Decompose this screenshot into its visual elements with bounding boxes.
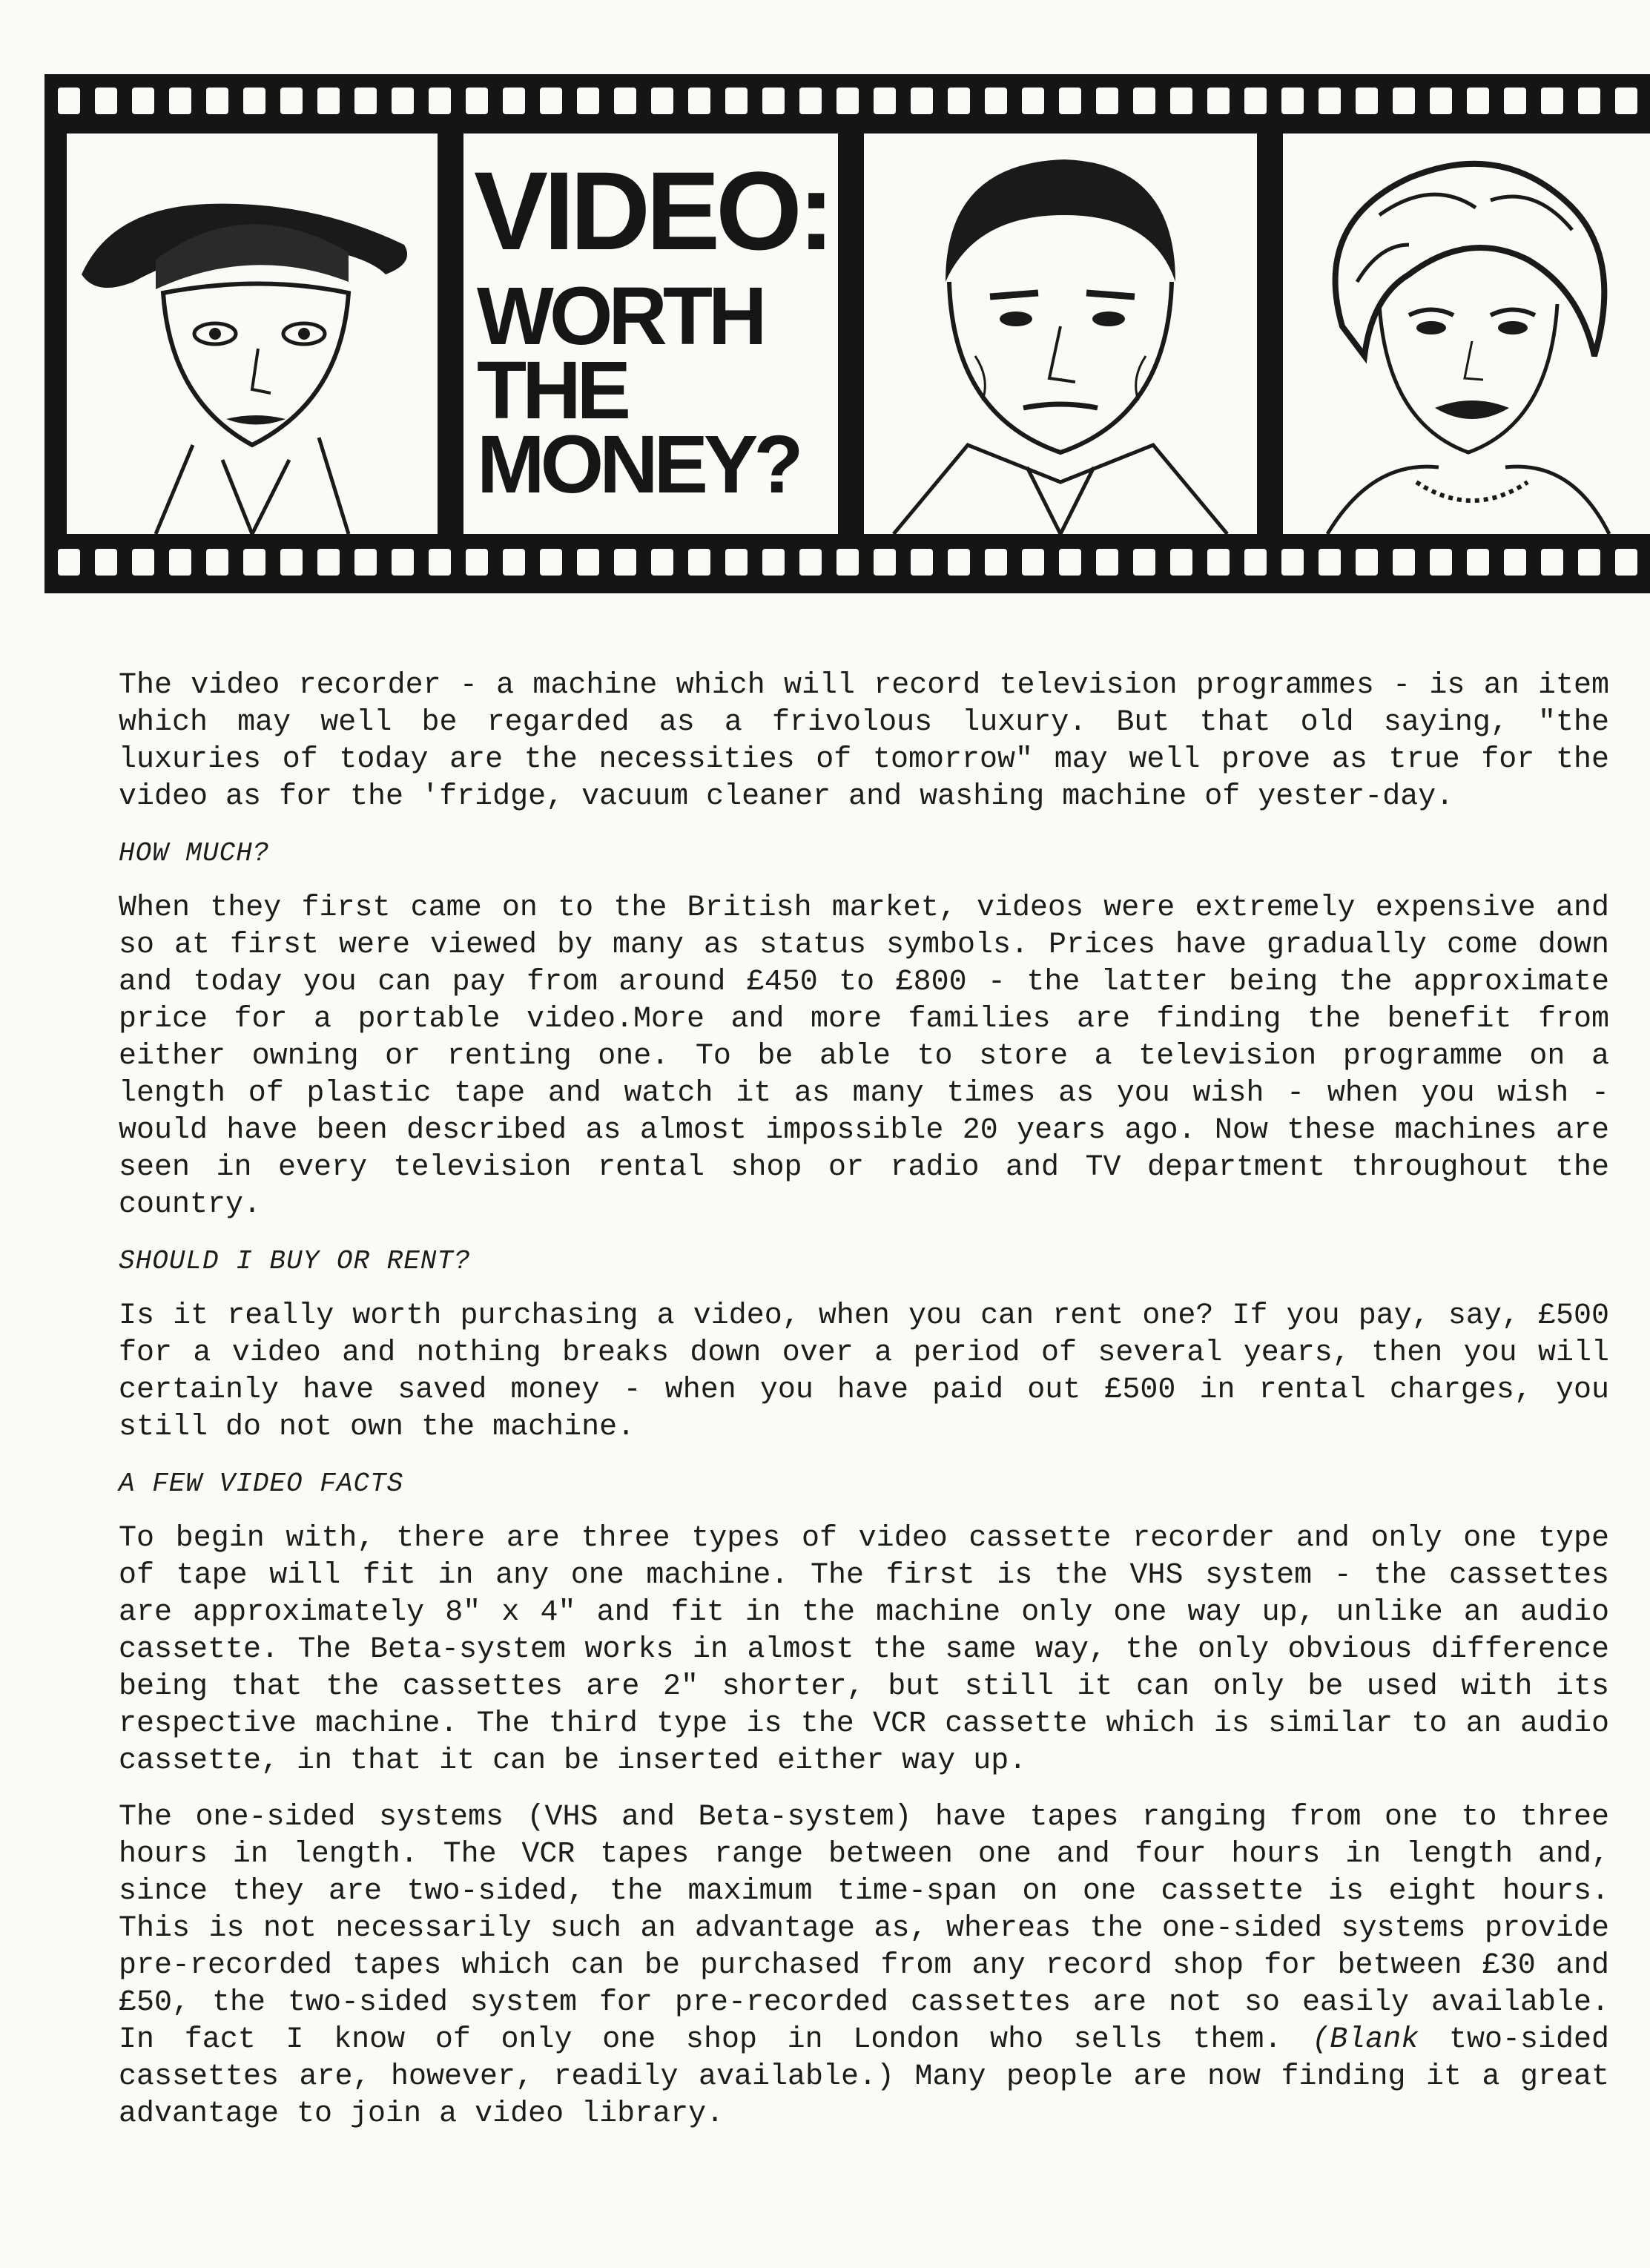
film-perforation: [1430, 88, 1452, 114]
film-perforation: [1578, 88, 1600, 114]
film-perforation: [1170, 88, 1192, 114]
film-perforation: [243, 88, 265, 114]
film-perforation: [1578, 549, 1600, 576]
film-perforation: [577, 88, 599, 114]
film-perforation: [1467, 88, 1489, 114]
film-perforation: [1022, 88, 1044, 114]
film-perforation: [985, 549, 1007, 576]
film-perforation: [540, 88, 562, 114]
intro-paragraph: The video recorder - a machine which will record television programmes - is an item which may well be regarded as a frivolous luxury. But that old saying, "the luxuries of today are the necessities of tomorrow" may well prove as true for the video as for the 'fridge, vacuum cleaner and washing machine of yester-day.: [119, 669, 1609, 814]
film-perforation: [1430, 549, 1452, 576]
portrait-illustration-2: [864, 133, 1257, 534]
film-perforation: [1319, 88, 1341, 114]
film-perforation: [317, 549, 340, 576]
film-perforation: [762, 549, 785, 576]
film-perforation: [688, 549, 710, 576]
film-perforation: [392, 549, 414, 576]
film-perforation: [1541, 549, 1563, 576]
film-perforation: [948, 549, 970, 576]
film-perforation: [1059, 88, 1081, 114]
film-perforation: [1170, 549, 1192, 576]
film-perforation: [1319, 549, 1341, 576]
film-perforation: [725, 88, 748, 114]
film-perforation: [1504, 88, 1526, 114]
film-perforation: [95, 549, 117, 576]
film-perforation: [799, 88, 822, 114]
headline-line-1: VIDEO:: [474, 148, 831, 273]
film-perforation: [429, 88, 451, 114]
film-perforation: [651, 549, 673, 576]
film-perforation: [132, 549, 154, 576]
video-facts-text-a: The one-sided systems (VHS and Beta-system) have tapes ranging from one to three hours in length. The VCR tapes range between one and four hours in length and, since they are two-sided, the maximum time-span on one cassette is eight hours. This is not necessarily such an advantage as, whereas the one-sided systems provide pre-recorded tapes which can be purchased from any record shop for between £30 and £50, the two-sided system for pre-recorded cassettes are not so easily available. In fact I know of only one shop in London who sells them.: [119, 1801, 1609, 2057]
film-perforation: [1356, 549, 1378, 576]
headline-line-2: WORTH: [477, 271, 763, 362]
section-heading-video-facts: A FEW VIDEO FACTS: [119, 1468, 404, 1499]
film-perforation: [1615, 88, 1637, 114]
film-perforation: [948, 88, 970, 114]
film-perforation: [1096, 88, 1118, 114]
film-perforation: [1393, 88, 1415, 114]
film-perforations-top: [44, 88, 1650, 119]
film-perforation: [1393, 549, 1415, 576]
film-perforation: [540, 549, 562, 576]
film-perforation: [1207, 88, 1230, 114]
film-perforation: [1207, 549, 1230, 576]
film-perforation: [392, 88, 414, 114]
film-perforation: [354, 88, 377, 114]
film-perforation: [58, 88, 80, 114]
video-facts-paragraph-1: To begin with, there are three types of video cassette recorder and only one type of tape will fit in any one machine. The first is the VHS system - the cassettes are approximately 8" x 4" and fit in the machine only one way up, unlike an audio cassette. The Beta-system works in almost the same way, the only obvious difference being that the cassettes are 2" shorter, but still it can only be used with its respective machine. The third type is the VCR cassette which is similar to an audio cassette, in that it can be inserted either way up.: [119, 1522, 1609, 1778]
film-perforation: [614, 549, 636, 576]
film-perforation: [874, 88, 896, 114]
film-perforation: [1059, 549, 1081, 576]
film-perforation: [354, 549, 377, 576]
film-perforation: [985, 88, 1007, 114]
portrait-frame-3: [1283, 133, 1650, 534]
buy-or-rent-paragraph: Is it really worth purchasing a video, when you can rent one? If you pay, say, £500 for a video and nothing breaks down over a period of several years, then you will certainly have saved money - when you have paid out £500 in rental charges, you still do not own the machine.: [119, 1299, 1609, 1444]
section-heading-buy-or-rent: SHOULD I BUY OR RENT?: [119, 1246, 471, 1276]
film-perforation: [1133, 549, 1155, 576]
film-perforation: [1133, 88, 1155, 114]
film-perforations-bottom: [44, 549, 1650, 580]
portrait-illustration-1: [67, 133, 438, 534]
film-perforation: [466, 549, 488, 576]
film-perforation: [911, 549, 933, 576]
headline-line-3: THE: [477, 345, 627, 436]
film-perforation: [1504, 549, 1526, 576]
film-perforation: [1244, 549, 1267, 576]
film-perforation: [429, 549, 451, 576]
film-strip-banner: [44, 74, 1650, 593]
film-perforation: [206, 88, 228, 114]
film-perforation: [1541, 88, 1563, 114]
film-perforation: [466, 88, 488, 114]
film-perforation: [503, 549, 525, 576]
video-facts-text-b: two-sided cassettes are, however, readily available.) Many people are now finding it a great advantage to join a video library.: [119, 2023, 1609, 2131]
film-perforation: [799, 549, 822, 576]
article-body: [119, 667, 1609, 2152]
film-perforation: [577, 549, 599, 576]
how-much-paragraph: When they first came on to the British market, videos were extremely expensive and so at first were viewed by many as status symbols. Prices have gradually come down and today you can pay from around £450 to £800 - the latter being the approximate price for a portable video.More and more families are finding the benefit from either owning or renting one. To be able to store a television programme on a length of plastic tape and watch it as many times as you wish - when you wish - would have been described as almost impossible 20 years ago. Now these machines are seen in every television rental shop or radio and TV department throughout the country.: [119, 891, 1609, 1222]
film-perforation: [1022, 549, 1044, 576]
film-perforation: [1467, 549, 1489, 576]
film-perforation: [132, 88, 154, 114]
film-perforation: [206, 549, 228, 576]
film-perforation: [725, 549, 748, 576]
film-perforation: [243, 549, 265, 576]
film-perforation: [1244, 88, 1267, 114]
film-perforation: [614, 88, 636, 114]
film-perforation: [836, 88, 859, 114]
film-perforation: [169, 549, 191, 576]
portrait-frame-2: [864, 133, 1257, 534]
film-perforation: [762, 88, 785, 114]
film-perforation: [688, 88, 710, 114]
headline-line-4: MONEY?: [477, 419, 799, 510]
blank-italic-word: (Blank: [1312, 2023, 1419, 2057]
portrait-frame-1: [67, 133, 438, 534]
film-perforation: [1356, 88, 1378, 114]
film-perforation: [651, 88, 673, 114]
film-perforation: [874, 549, 896, 576]
film-perforation: [1281, 88, 1304, 114]
film-perforation: [836, 549, 859, 576]
headline: [463, 133, 838, 534]
film-perforation: [1096, 549, 1118, 576]
film-perforation: [280, 88, 303, 114]
film-perforation: [58, 549, 80, 576]
film-perforation: [169, 88, 191, 114]
film-perforation: [1615, 549, 1637, 576]
film-perforation: [280, 549, 303, 576]
film-perforation: [317, 88, 340, 114]
headline-frame: [463, 133, 838, 534]
section-heading-how-much: HOW MUCH?: [119, 838, 270, 868]
portrait-illustration-3: [1283, 133, 1650, 534]
video-facts-paragraph-2: [119, 1799, 1609, 2133]
film-perforation: [503, 88, 525, 114]
film-perforation: [911, 88, 933, 114]
film-perforation: [95, 88, 117, 114]
film-perforation: [1281, 549, 1304, 576]
